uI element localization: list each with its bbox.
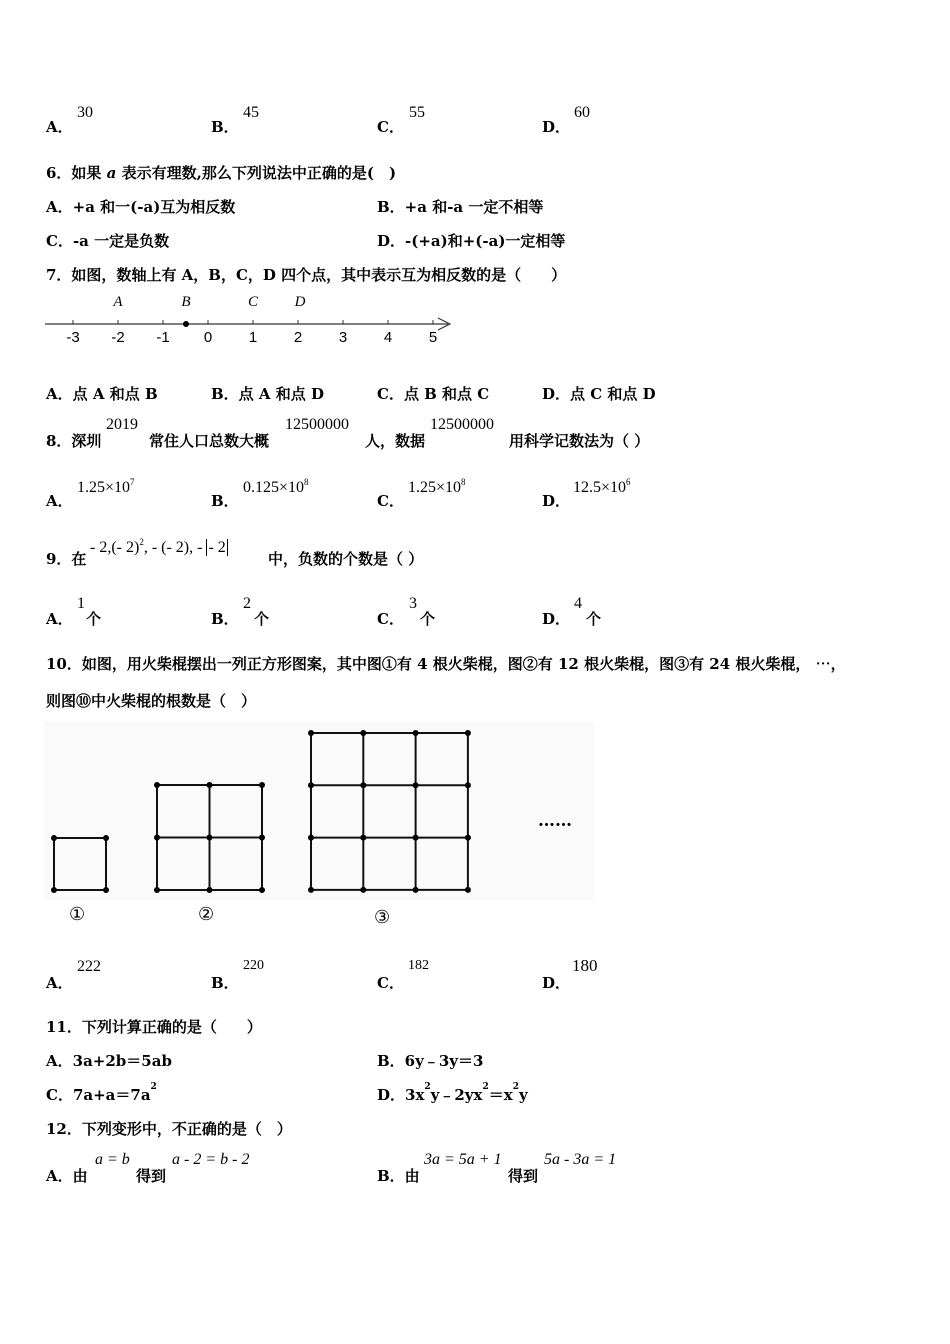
q12-option-b-expr-1: 3a = 5a + 1	[424, 1151, 502, 1168]
q8-stem-1: 8．深圳	[46, 432, 102, 450]
q11-d-e3: 2	[512, 1082, 519, 1092]
q11-d-mid2: ＝x	[488, 1086, 513, 1104]
q9-option-c-value: 3	[409, 595, 417, 612]
matchstick-joint	[207, 887, 213, 893]
tick-label: 5	[428, 329, 438, 346]
matchstick-joint	[308, 730, 314, 736]
matchstick-joint	[259, 835, 265, 841]
q10-figure-2-label: ②	[198, 904, 215, 925]
matchstick-joint	[465, 887, 471, 893]
q10-option-b-label: B．	[211, 974, 239, 992]
matchstick-joint	[51, 887, 57, 893]
q6-option-b: B．+a 和-a 一定不相等	[377, 198, 544, 216]
matchstick-joint	[308, 782, 314, 788]
q6-stem-var: a	[106, 164, 117, 182]
q9-option-d-label: D．	[542, 610, 571, 628]
tick-label: -1	[156, 329, 170, 346]
q5-option-a-label: A．	[46, 118, 73, 136]
q5-option-b-value: 45	[243, 104, 259, 121]
q8-d-exp: 6	[626, 477, 631, 487]
q10-figure	[40, 720, 600, 935]
q7-option-c: C．点 B 和点 C	[377, 385, 490, 403]
q12-stem: 12．下列变形中，不正确的是（ ）	[46, 1120, 292, 1138]
q11-d-e2: 2	[482, 1082, 489, 1092]
q11-option-a: A．3a+2b＝5ab	[46, 1052, 172, 1070]
q5-option-c-label: C．	[377, 118, 404, 136]
q5-option-d-value: 60	[574, 104, 590, 121]
matchstick-joint	[207, 835, 213, 841]
q10-ellipsis: ……	[538, 811, 572, 831]
matchstick-joint	[259, 782, 265, 788]
tick-label: 1	[248, 329, 258, 346]
q6-option-c: C．-a 一定是负数	[46, 232, 170, 250]
q11-d-e1: 2	[424, 1082, 431, 1092]
q11-c-pre: C．7a+a＝7a	[46, 1086, 151, 1104]
q9-option-a-label: A．	[46, 610, 73, 628]
q10-option-a-value: 222	[77, 958, 101, 975]
q9-option-b-unit: 个	[254, 610, 270, 628]
q8-b-base: 0.125×10	[243, 479, 305, 496]
q7-number-line	[40, 288, 460, 348]
matchstick-joint	[360, 887, 366, 893]
matchstick-joint	[413, 730, 419, 736]
point-b-dot	[183, 321, 189, 327]
q11-d-post: y	[518, 1086, 528, 1104]
matchstick-joint	[308, 887, 314, 893]
matchstick-joint	[103, 887, 109, 893]
q7-stem: 7．如图，数轴上有 A，B，C，D 四个点，其中表示互为相反数的是（ ）	[46, 266, 567, 284]
q9-expr-1: - 2,(- 2)	[90, 539, 140, 556]
q8-a-base: 1.25×10	[77, 479, 131, 496]
matchstick-joint	[360, 782, 366, 788]
tick-label: 2	[293, 329, 303, 346]
q10-stem-line-2: 则图⑩中火柴棍的根数是（ ）	[46, 692, 257, 710]
matchstick-joint	[308, 835, 314, 841]
figure-1-grid	[51, 835, 109, 893]
q10-figure-1-label: ①	[69, 904, 86, 925]
q8-stem-2: 常住人口总数大概	[149, 432, 270, 450]
tick-label: 4	[383, 329, 393, 346]
q8-c-base: 1.25×10	[408, 479, 462, 496]
point-label: D	[294, 294, 306, 310]
q9-stem-post: 中，负数的个数是（ ）	[268, 550, 424, 568]
tick-label: -3	[66, 329, 80, 346]
q12-option-b-label: B．由	[377, 1167, 420, 1185]
q10-option-a-label: A．	[46, 974, 73, 992]
q6-stem-post: 表示有理数,那么下列说法中正确的是( )	[116, 164, 397, 182]
q6-option-d: D．-(+a)和+(-a)一定相等	[377, 232, 566, 250]
matchstick-joint	[154, 835, 160, 841]
matchstick-joint	[413, 887, 419, 893]
figure-2-grid	[154, 782, 265, 893]
q8-option-b-label: B．	[211, 492, 239, 510]
q12-option-a-mid: 得到	[136, 1167, 167, 1185]
q11-d-mid: y﹣2yx	[430, 1086, 483, 1104]
matchstick-joint	[465, 782, 471, 788]
q7-option-d: D．点 C 和点 D	[542, 385, 656, 403]
q5-option-a-value: 30	[77, 104, 93, 121]
tick-label: 3	[338, 329, 348, 346]
q8-d-base: 12.5×10	[573, 479, 627, 496]
tick-label: -2	[111, 329, 125, 346]
q9-option-b-label: B．	[211, 610, 239, 628]
matchstick-joint	[51, 835, 57, 841]
q8-option-d-label: D．	[542, 492, 571, 510]
q10-figure-3-label: ③	[374, 907, 391, 928]
q8-stem-3: 人，数据	[365, 432, 426, 450]
q9-expression	[90, 539, 228, 557]
matchstick-joint	[465, 730, 471, 736]
matchstick-joint	[259, 887, 265, 893]
q11-stem: 11．下列计算正确的是（ ）	[46, 1018, 262, 1036]
q10-option-b-value: 220	[243, 958, 264, 973]
q10-option-c-label: C．	[377, 974, 404, 992]
q7-option-a: A．点 A 和点 B	[46, 385, 158, 403]
q11-option-d	[377, 1084, 528, 1105]
q11-c-exp: 2	[150, 1082, 157, 1092]
q7-option-b: B．点 A 和点 D	[211, 385, 324, 403]
q9-expr-abs: - 2	[208, 539, 226, 556]
q5-option-d-label: D．	[542, 118, 571, 136]
q10-option-d-value: 180	[572, 956, 598, 975]
q10-stem-line-1: 10．如图，用火柴棍摆出一列正方形图案，其中图①有 4 根火柴棍，图②有 12 根火柴棍，图③有 24 根火柴棍， ⋯，	[46, 655, 846, 673]
q5-option-b-label: B．	[211, 118, 239, 136]
axis-point-labels	[112, 294, 305, 310]
q8-option-a-label: A．	[46, 492, 73, 510]
q9-option-a-value: 1	[77, 595, 85, 612]
q11-d-pre: D．3x	[377, 1086, 425, 1104]
matchstick-joint	[154, 782, 160, 788]
q12-option-a-expr-1: a = b	[95, 1151, 130, 1168]
point-label: A	[113, 294, 123, 310]
matchstick-joint	[154, 887, 160, 893]
q11-option-b: B．6y﹣3y＝3	[377, 1052, 484, 1070]
q6-option-a: A．+a 和一(-a)互为相反数	[46, 198, 236, 216]
matchstick-joint	[103, 835, 109, 841]
q12-option-a-label: A．由	[46, 1167, 88, 1185]
matchstick-joint	[360, 835, 366, 841]
q9-option-d-value: 4	[574, 595, 582, 612]
q9-option-b-value: 2	[243, 595, 251, 612]
q10-option-c-value: 182	[408, 958, 429, 973]
q9-option-d-unit: 个	[586, 610, 602, 628]
tick-label: 0	[203, 329, 213, 346]
q9-option-c-label: C．	[377, 610, 404, 628]
q9-option-c-unit: 个	[420, 610, 436, 628]
q8-option-d-value	[573, 479, 631, 497]
q8-b-exp: 8	[304, 477, 309, 487]
q8-year: 2019	[106, 416, 138, 433]
q8-option-a-value	[77, 479, 135, 497]
matchstick-joint	[413, 782, 419, 788]
q9-stem-pre: 9．在	[46, 550, 87, 568]
q9-option-a-unit: 个	[86, 610, 102, 628]
q6-stem-pre: 6．如果	[46, 164, 107, 182]
q5-option-c-value: 55	[409, 104, 425, 121]
q8-c-exp: 8	[461, 477, 466, 487]
q12-option-b-mid: 得到	[508, 1167, 539, 1185]
q6-stem	[46, 162, 396, 183]
matchstick-joint	[413, 835, 419, 841]
matchstick-joint	[360, 730, 366, 736]
point-label: B	[181, 294, 191, 310]
q9-expr-2: , - (- 2), -	[143, 539, 207, 556]
q8-population: 12500000	[285, 416, 349, 433]
q12-option-a-expr-2: a - 2 = b - 2	[172, 1151, 250, 1168]
q8-option-c-value	[408, 479, 466, 497]
q12-option-b-expr-2: 5a - 3a = 1	[544, 1151, 617, 1168]
matchstick-joint	[465, 835, 471, 841]
point-label: C	[247, 294, 259, 310]
figure-3-grid	[308, 730, 471, 893]
q8-population-2: 12500000	[430, 416, 494, 433]
q9-expr-exp: 2	[139, 537, 144, 547]
q8-option-b-value	[243, 479, 309, 497]
q11-option-c	[46, 1084, 157, 1105]
q10-option-d-label: D．	[542, 974, 571, 992]
q8-a-exp: 7	[130, 477, 135, 487]
q8-option-c-label: C．	[377, 492, 404, 510]
matchstick-joint	[207, 782, 213, 788]
q8-stem-4: 用科学记数法为（ ）	[509, 432, 650, 450]
